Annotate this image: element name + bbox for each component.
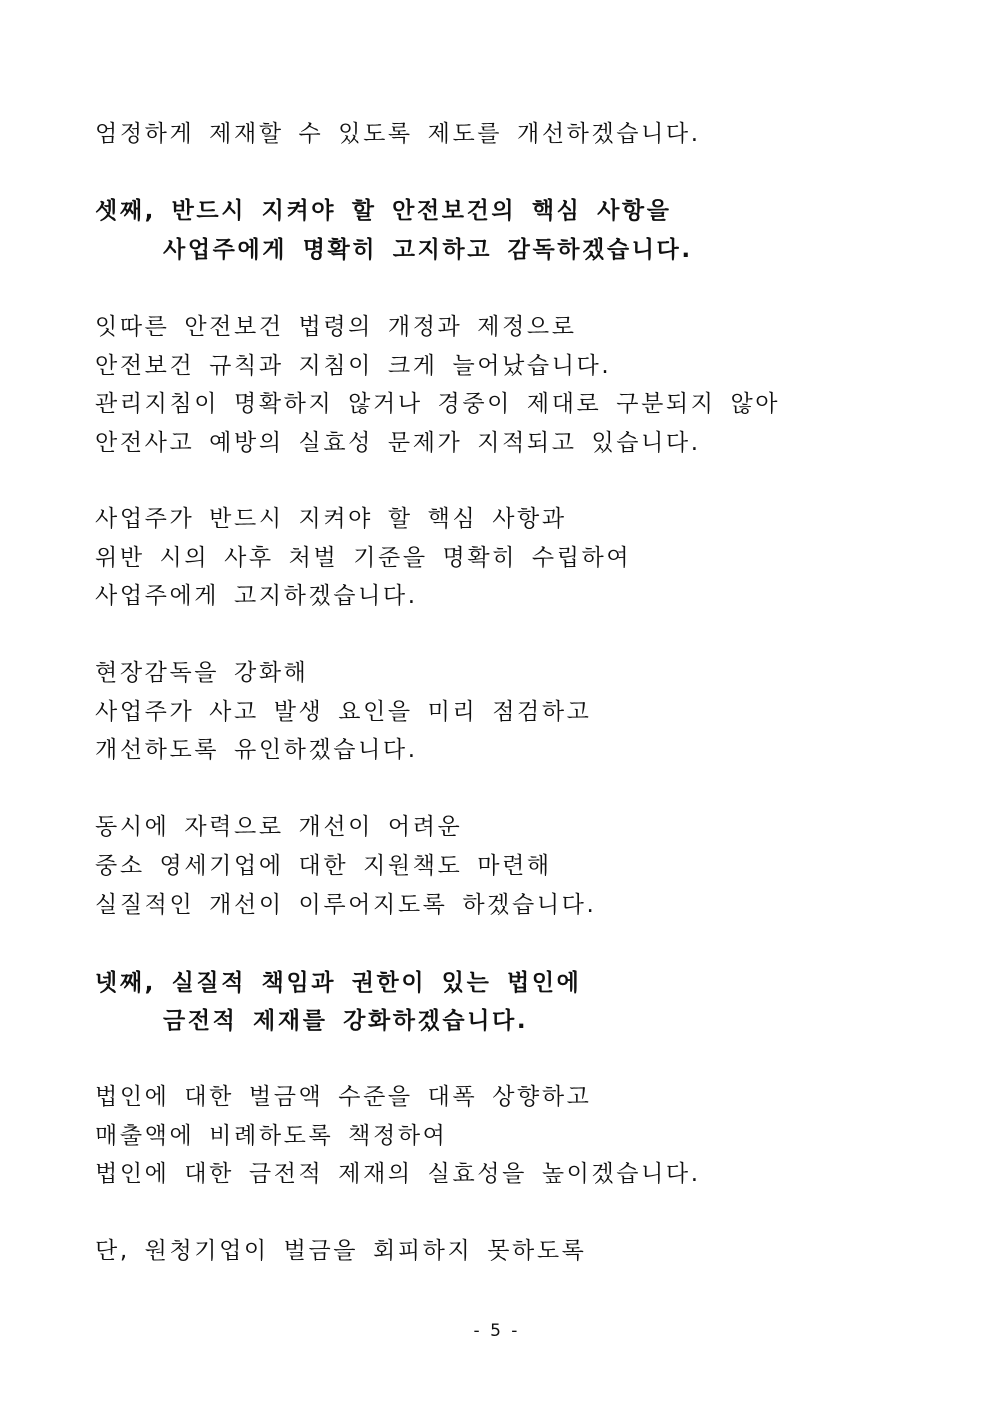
- paragraph-line: 법인에 대한 금전적 제재의 실효성을 높이겠습니다.: [95, 1161, 701, 1187]
- section-heading-line: 금전적 제재를 강화하겠습니다.: [163, 1008, 529, 1034]
- paragraph-line: 법인에 대한 벌금액 수준을 대폭 상향하고: [95, 1084, 592, 1110]
- paragraph-line: 동시에 자력으로 개선이 어려운: [95, 814, 463, 840]
- paragraph-line: 사업주에게 고지하겠습니다.: [95, 583, 418, 609]
- page-number: - 5 -: [473, 1321, 519, 1341]
- paragraph-line: 개선하도록 유인하겠습니다.: [95, 737, 418, 763]
- paragraph-line: 안전보건 규칙과 지침이 크게 늘어났습니다.: [95, 353, 612, 379]
- paragraph-line: 안전사고 예방의 실효성 문제가 지적되고 있습니다.: [95, 430, 701, 456]
- paragraph-line: 관리지침이 명확하지 않거나 경중이 제대로 구분되지 않아: [95, 391, 781, 417]
- paragraph-line: 중소 영세기업에 대한 지원책도 마련해: [95, 853, 552, 879]
- paragraph-line: 현장감독을 강화해: [95, 660, 309, 686]
- paragraph-line: 사업주가 반드시 지켜야 할 핵심 사항과: [95, 506, 567, 532]
- paragraph-line: 잇따른 안전보건 법령의 개정과 제정으로: [95, 314, 577, 340]
- section-heading-line: 사업주에게 명확히 고지하고 감독하겠습니다.: [163, 237, 693, 263]
- paragraph-line: 실질적인 개선이 이루어지도록 하겠습니다.: [95, 892, 597, 918]
- paragraph-line: 사업주가 사고 발생 요인을 미리 점검하고: [95, 699, 592, 725]
- section-heading-line: 셋째, 반드시 지켜야 할 안전보건의 핵심 사항을: [95, 198, 672, 224]
- paragraph-line: 위반 시의 사후 처벌 기준을 명확히 수립하여: [95, 545, 632, 571]
- paragraph-line: 엄정하게 제재할 수 있도록 제도를 개선하겠습니다.: [95, 121, 701, 147]
- paragraph-line: 단, 원청기업이 벌금을 회피하지 못하도록: [95, 1238, 587, 1264]
- paragraph-line: 매출액에 비례하도록 책정하여: [95, 1123, 448, 1149]
- section-heading-line: 넷째, 실질적 책임과 권한이 있는 법인에: [95, 970, 582, 996]
